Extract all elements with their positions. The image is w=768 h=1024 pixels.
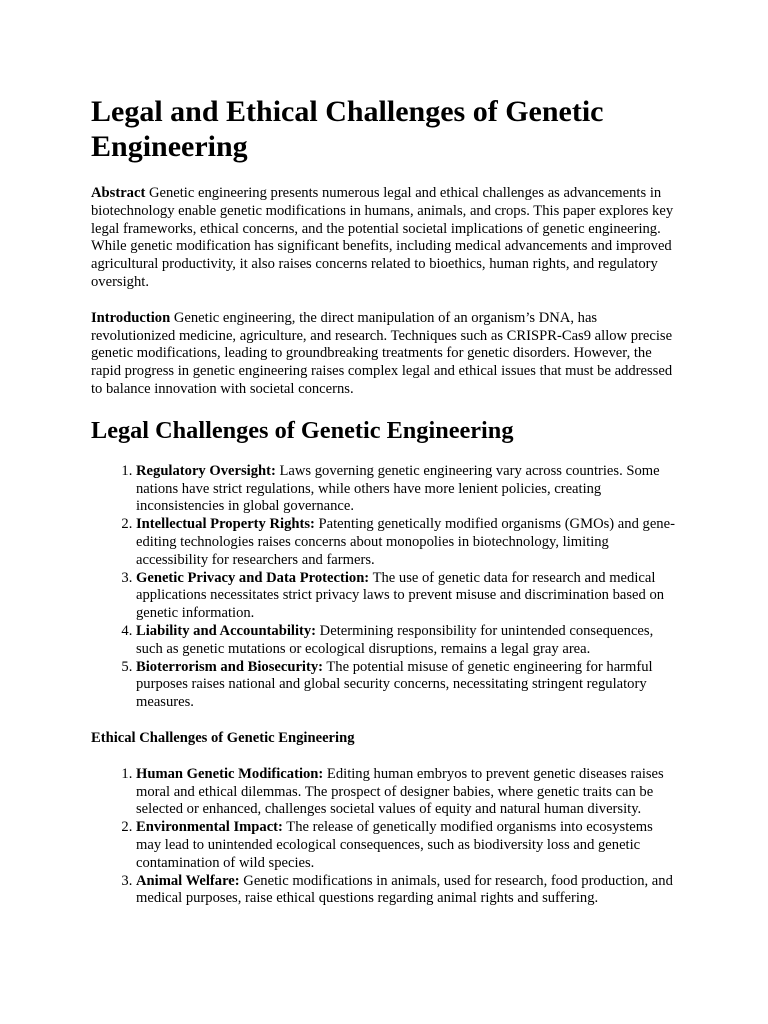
list-item-term: Liability and Accountability: [136,622,317,639]
introduction-text: Genetic engineering, the direct manipulation of an organism’s DNA, has revolutionized medicine, agriculture, and research. Techniques such as CRISPR-Cas9 allow precise genetic modifications, leading to groundbreaking treatments for genetic disorders. However, the rapid progress in genetic engineering raises complex legal and ethical issues that must be addressed to balance innovation with societal concerns. [91,309,673,397]
list-item-text: Genetic modifications in animals, used for research, food production, and medical purposes, raise ethical questions regarding animal rights and suffering. [136,872,673,907]
list-item [136,766,678,819]
introduction-label: Introduction [91,309,171,326]
list-item-text: Patenting genetically modified organisms (GMOs) and gene-editing technologies raises concerns about monopolies in biotechnology, limiting accessibility for researchers and farmers. [136,516,675,568]
list-item-term: Genetic Privacy and Data Protection: [136,569,370,586]
document-title: Legal and Ethical Challenges of Genetic Engineering [91,95,604,163]
list-item [136,570,678,623]
list-item-text: Determining responsibility for unintended consequences, such as genetic mutations or ecological disruptions, remains a legal gray area. [136,622,654,657]
list-item-term: Animal Welfare: [136,872,240,889]
list-item-term: Human Genetic Modification: [136,765,324,782]
abstract-paragraph [91,185,678,292]
list-item-text: The potential misuse of genetic engineering for harmful purposes raises national and global security concerns, necessitating stringent regulatory measures. [136,658,653,711]
ethical-challenges-heading: Ethical Challenges of Genetic Engineering [91,729,355,746]
list-item [136,873,678,909]
list-item-text: The use of genetic data for research and medical applications necessitates strict privacy laws to prevent misuse and discrimination based on genetic information. [136,569,665,622]
list-item-text: The release of genetically modified organisms into ecosystems may lead to unintended ecological consequences, such as biodiversity loss and genetic contamination of wild species. [136,819,653,871]
list-item-text: Laws governing genetic engineering vary across countries. Some nations have strict regulations, while others have more lenient policies, creating inconsistencies in global governance. [136,462,660,515]
legal-challenges-list [91,463,678,712]
list-item [136,463,678,516]
ethical-challenges-list [91,766,678,908]
list-item-term: Intellectual Property Rights: [136,516,315,533]
introduction-paragraph [91,310,678,399]
list-item-text: Editing human embryos to prevent genetic diseases raises moral and ethical dilemmas. The prospect of designer babies, where genetic traits can be selected or enhanced, challenges societal values of equity and natural human diversity. [136,765,664,818]
legal-challenges-heading: Legal Challenges of Genetic Engineering [91,416,514,444]
list-item [136,516,678,569]
abstract-label: Abstract [91,185,146,201]
abstract-text: Genetic engineering presents numerous legal and ethical challenges as advancements in biotechnology enable genetic modifications in humans, animals, and crops. This paper explores key legal frameworks, ethical concerns, and the potential societal implications of genetic engineering. While genetic modification has significant benefits, including medical advancements and improved agricultural productivity, it also raises concerns related to bioethics, human rights, and regulatory oversight. [91,185,674,290]
list-item-term: Regulatory Oversight: [136,462,276,479]
list-item-term: Bioterrorism and Biosecurity: [136,658,323,675]
list-item [136,659,678,712]
list-item-term: Environmental Impact: [136,819,283,836]
list-item [136,819,678,872]
list-item [136,623,678,659]
